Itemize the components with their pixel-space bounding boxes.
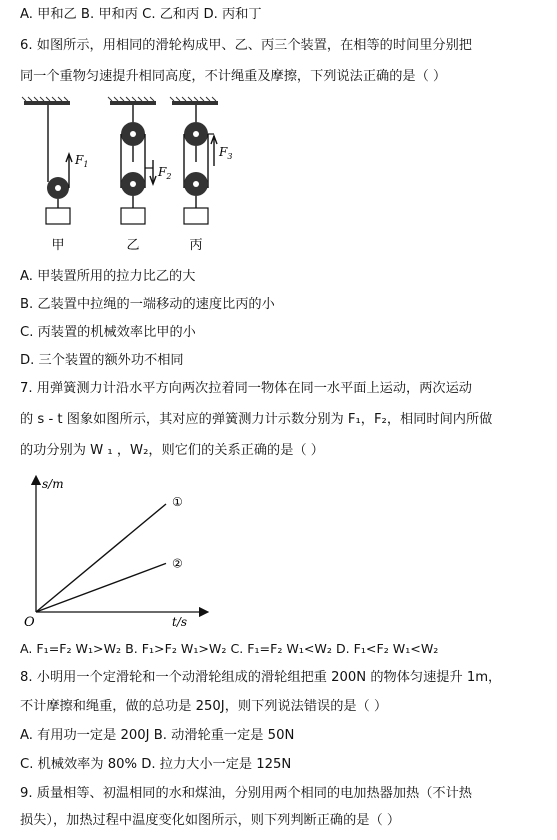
label-yi: 乙 <box>126 238 140 253</box>
y-axis-label: s/m <box>42 477 64 491</box>
question-6-stem-2: 同一个重物匀速提升相同高度，不计绳重及摩擦，下列说法正确的是（ ） <box>20 69 447 84</box>
question-6-option-a: A. 甲装置所用的拉力比乙的大 <box>20 269 196 284</box>
question-7-stem-1: 7. 用弹簧测力计沿水平方向两次拉着同一物体在同一水平面上运动，两次运动 <box>20 381 472 396</box>
series-line-1 <box>36 504 166 612</box>
origin-label: O <box>24 615 35 630</box>
x-axis-label: t/s <box>172 615 188 629</box>
force-label-f1: $F_1$ <box>75 153 89 169</box>
question-6-option-c: C. 丙装置的机械效率比甲的小 <box>20 325 196 340</box>
series-label-1: ① <box>172 495 183 509</box>
pulley-device-yi <box>108 97 171 253</box>
question-8-options-cd: C. 机械效率为 80% D. 拉力大小一定是 125N <box>20 757 292 772</box>
question-6-stem-1: 6. 如图所示，用相同的滑轮构成甲、乙、丙三个装置，在相等的时间里分别把 <box>20 38 472 53</box>
question-8-stem-2: 不计摩擦和绳重，做的总功是 250J，则下列说法错误的是（ ） <box>20 699 388 714</box>
question-6-option-b: B. 乙装置中拉绳的一端移动的速度比丙的小 <box>20 297 275 312</box>
question-9-stem-1: 9. 质量相等、初温相同的水和煤油，分别用两个相同的电加热器加热（不计热 <box>20 786 472 801</box>
question-7-stem-2: 的 s - t 图象如图所示，其对应的弹簧测力计示数分别为 F₁，F₂，相同时间内所做 <box>20 412 493 427</box>
pulley-figure <box>20 96 250 266</box>
force-label-f2: $F_2$ <box>158 165 172 181</box>
series-label-2: ② <box>172 556 183 571</box>
line-options-prev: A. 甲和乙 B. 甲和丙 C. 乙和丙 D. 丙和丁 <box>20 7 262 22</box>
label-bing: 丙 <box>189 238 203 253</box>
question-8-options-ab: A. 有用功一定是 200J B. 动滑轮重一定是 50N <box>20 728 295 743</box>
pulley-device-bing <box>170 97 232 253</box>
s-t-graph <box>22 472 212 630</box>
question-6-option-d: D. 三个装置的额外功不相同 <box>20 353 184 368</box>
series-line-2 <box>36 563 166 612</box>
force-label-f3: $F_3$ <box>219 145 233 161</box>
question-7-options: A. F₁=F₂ W₁>W₂ B. F₁>F₂ W₁>W₂ C. F₁=F₂ W₁<W₂ D. F₁<F₂ W₁<W₂ <box>20 641 439 656</box>
question-8-stem-1: 8. 小明用一个定滑轮和一个动滑轮组成的滑轮组把重 200N 的物体匀速提升 1m， <box>20 670 502 685</box>
label-jia: 甲 <box>51 238 65 253</box>
pulley-device-jia <box>22 97 88 253</box>
question-7-stem-3: 的功分别为 W ₁ ，W₂，则它们的关系正确的是（ ） <box>20 443 324 458</box>
question-9-stem-2: 损失），加热过程中温度变化如图所示，则下列判断正确的是（ ） <box>20 813 401 828</box>
